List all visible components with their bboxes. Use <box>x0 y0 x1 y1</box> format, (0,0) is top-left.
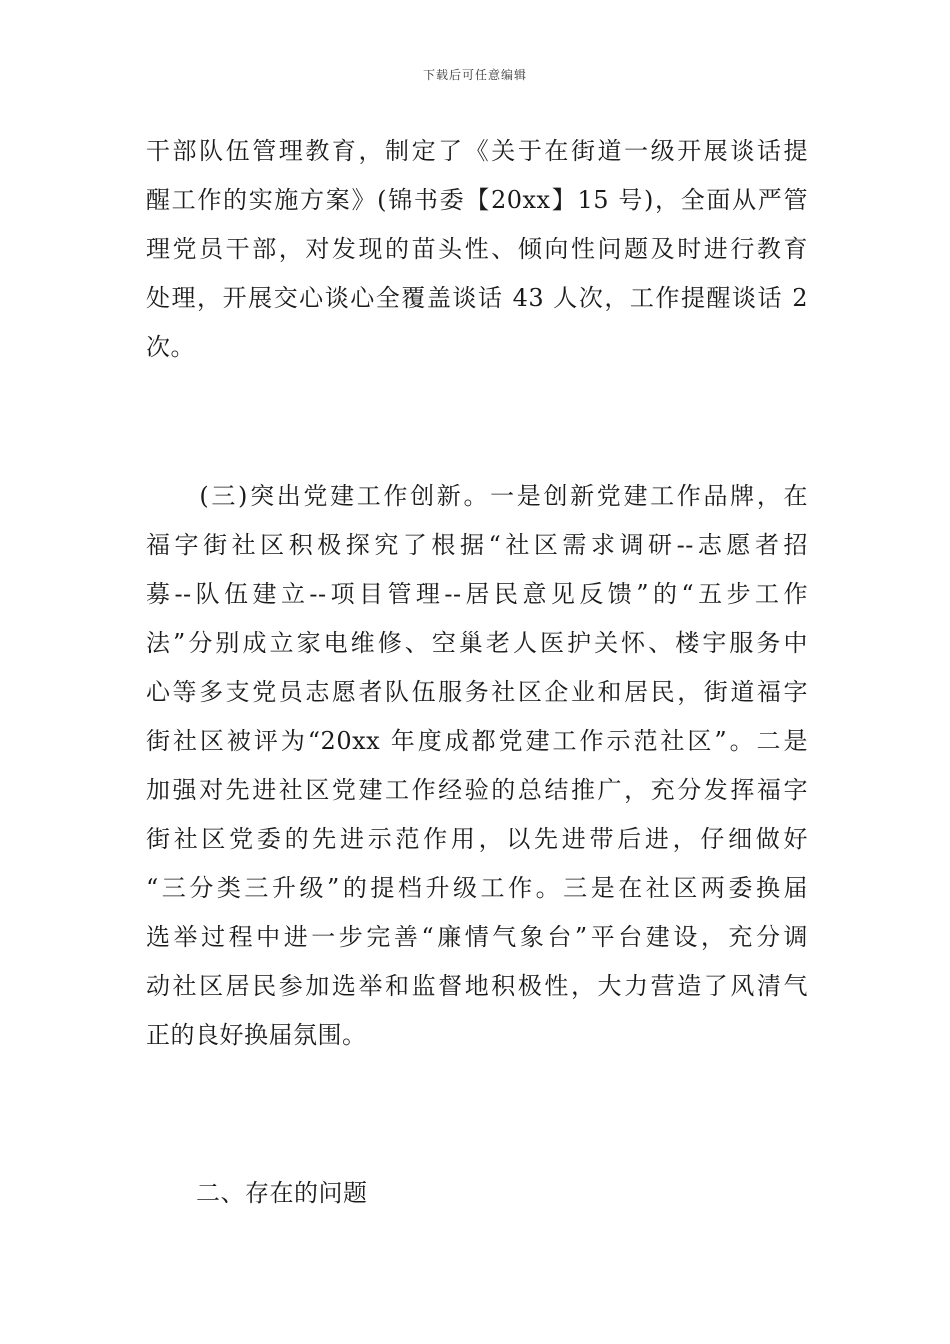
paragraph-party-innovation <box>146 472 808 1060</box>
section-heading-problems: 二、存在的问题 <box>196 1179 368 1207</box>
text-line: (三)突出党建工作创新。一是创新党建工作品牌，在 <box>146 482 808 510</box>
text-line: 街社区党委的先进示范作用，以先进带后进，仔细做好 <box>146 825 808 853</box>
text-line: 动社区居民参加选举和监督地积极性，大力营造了风清气 <box>146 972 808 1000</box>
text-line: 选举过程中进一步完善“廉情气象台”平台建设，充分调 <box>146 923 808 951</box>
text-line: 法”分别成立家电维修、空巢老人医护关怀、楼宇服务中 <box>146 629 808 657</box>
text-line: 福字街社区积极探究了根据“社区需求调研--志愿者招 <box>146 531 808 559</box>
paragraph-discipline-talks <box>146 127 808 372</box>
text-line: “三分类三升级”的提档升级工作。三是在社区两委换届 <box>146 874 808 902</box>
header-note: 下载后可任意编辑 <box>422 68 527 82</box>
text-line: 加强对先进社区党建工作经验的总结推广，充分发挥福字 <box>146 776 808 804</box>
text-line: 心等多支党员志愿者队伍服务社区企业和居民，街道福字 <box>146 678 808 706</box>
text-line: 理党员干部，对发现的苗头性、倾向性问题及时进行教育 <box>146 235 808 263</box>
text-line: 醒工作的实施方案》(锦书委【20xx】15 号)，全面从严管 <box>146 186 808 214</box>
text-line: 次。 <box>146 333 195 361</box>
text-line: 处理，开展交心谈心全覆盖谈话 43 人次，工作提醒谈话 2 <box>146 284 808 312</box>
text-line: 干部队伍管理教育，制定了《关于在街道一级开展谈话提 <box>146 137 808 165</box>
text-line: 正的良好换届氛围。 <box>146 1021 367 1049</box>
text-line: 募--队伍建立--项目管理--居民意见反馈”的“五步工作 <box>146 580 808 608</box>
text-line: 街社区被评为“20xx 年度成都党建工作示范社区”。二是 <box>146 727 808 755</box>
